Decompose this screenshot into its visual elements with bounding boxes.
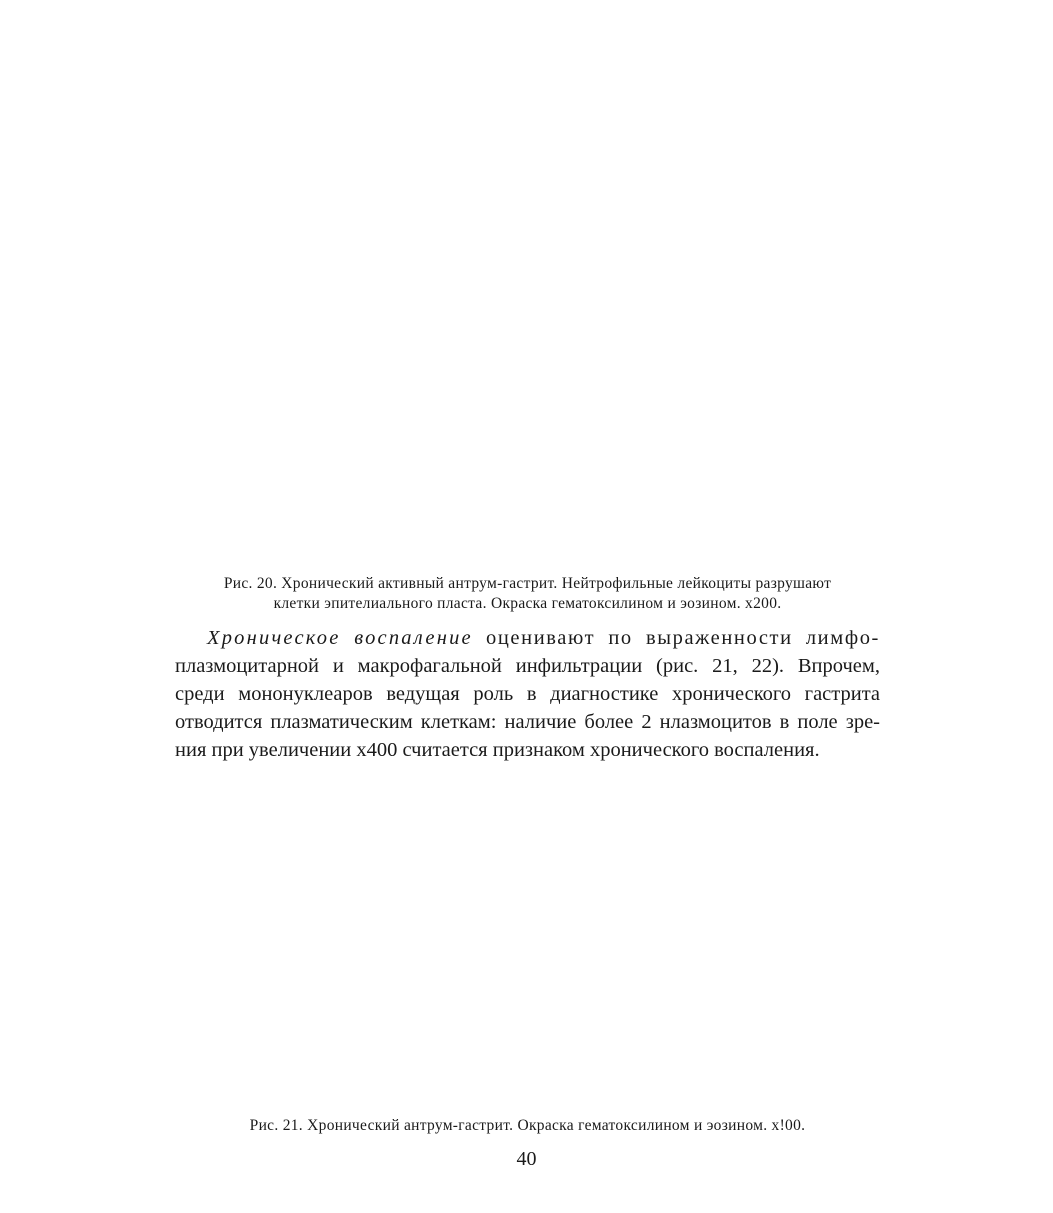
body-paragraph: [175, 624, 880, 764]
body-line-3: среди мононуклеаров ведущая роль в диагностике хронического гастрита: [175, 683, 880, 705]
figure-21-caption: Рис. 21. Хронический антрум-гастрит. Окраска гематоксилином и эозином. х!00.: [249, 1117, 806, 1134]
emphasized-term: Хроническое воспаление: [207, 627, 473, 649]
body-line-4: отводится плазматическим клеткам: наличие более 2 нлазмоцитов в поле зре-: [175, 711, 880, 733]
page-number: 40: [516, 1148, 537, 1170]
body-line-2: плазмоцитарной и макрофагальной инфильтрации (рис. 21, 22). Впрочем,: [175, 655, 880, 677]
figure-20-caption-line-1: Рис. 20. Хронический активный антрум-гастрит. Нейтрофильные лейкоциты разрушают: [223, 575, 832, 592]
figure-21-image-area: [175, 775, 880, 1110]
figure-20-image-area: [175, 40, 880, 565]
figure-20-caption: [175, 574, 880, 614]
figure-20-caption-line-2: клетки эпителиального пласта. Окраска гематоксилином и эозином. х200.: [273, 595, 782, 612]
body-line-5: ния при увеличении х400 считается признаком хронического воспаления.: [175, 739, 820, 761]
body-line-1-rest: оценивают по выраженности лимфо-: [472, 627, 880, 649]
body-line-1: [175, 624, 880, 652]
